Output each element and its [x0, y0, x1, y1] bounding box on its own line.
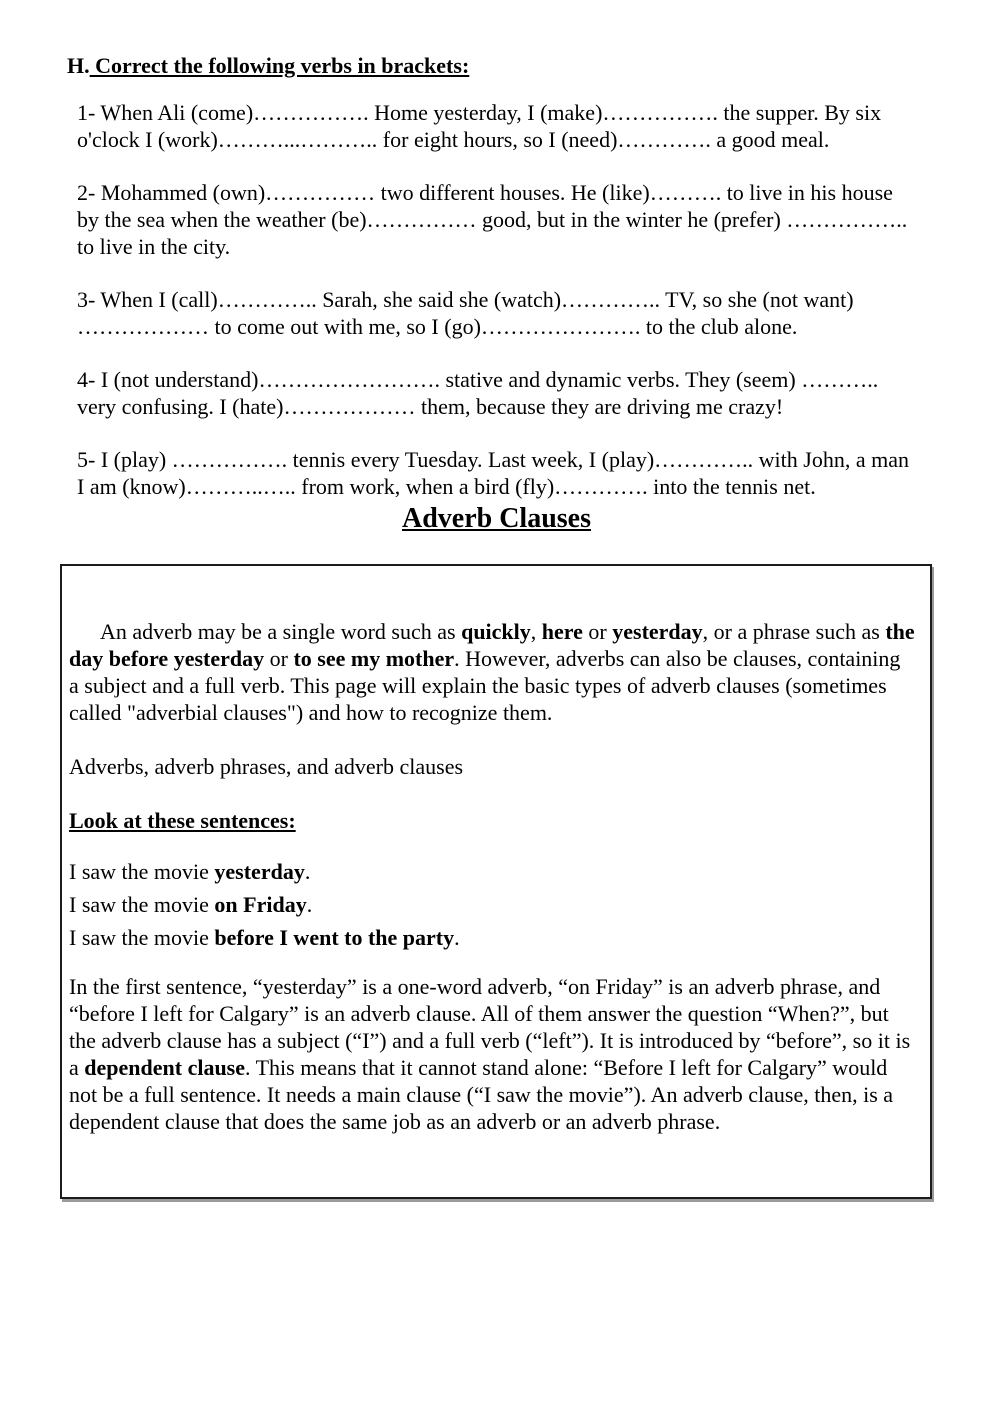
- exercise-item-5: 5- I (play) ……………. tennis every Tuesday. Last week, I (play)………….. with John, a man I am (know)………..….. from work, when a bird (fly)…………. into the tennis net.: [77, 447, 909, 499]
- text-segment: .: [306, 892, 313, 917]
- box-subtitle: Adverbs, adverb phrases, and adverb clauses: [69, 754, 464, 779]
- exercise-heading-underlined-text: Correct the following verbs in brackets:: [89, 53, 470, 78]
- emphasized-text: quickly: [461, 619, 531, 644]
- text-segment: or: [264, 646, 294, 671]
- box-intro-paragraph: [69, 618, 915, 726]
- emphasized-text: to see my mother: [293, 646, 455, 671]
- emphasized-text: the day before yesterday: [69, 619, 915, 671]
- exercise-item-1: 1- When Ali (come)……………. Home yesterday, I (make)……………. the supper. By six o'clock I (work)………...……….. for eight hours, so I (need)…………. a good meal.: [77, 100, 882, 152]
- example-sentence-3: [69, 924, 915, 951]
- text-segment: I saw the movie: [69, 925, 215, 950]
- text-segment: , or a phrase such as: [702, 619, 886, 644]
- text-segment: An adverb may be a single word such as: [100, 619, 462, 644]
- emphasized-text: here: [541, 619, 583, 644]
- box-look-heading: Look at these sentences:: [69, 808, 296, 833]
- emphasized-text: before I went to the party: [214, 925, 455, 950]
- emphasized-text: yesterday: [214, 859, 305, 884]
- exercise-item-2: 2- Mohammed (own)…………… two different houses. He (like)………. to live in his house by the sea when the weather (be)…………… good, but in the winter he (prefer) …………….. to live in the city.: [77, 180, 908, 259]
- text-segment: .: [304, 859, 311, 884]
- emphasized-text: yesterday: [612, 619, 703, 644]
- exercise-item-4: 4- I (not understand)……………………. stative and dynamic verbs. They (seem) ……….. very confusing. I (hate)……………… them, because they are driving me crazy!: [77, 367, 879, 419]
- text-segment: .: [454, 925, 460, 950]
- text-segment: . This means that it cannot stand alone: “Before I left for Calgary” would not be a full sentence. It needs a main clause (“I saw the movie”). An adverb clause, then, is a dependent clause that does the same job as an adverb or an adverb phrase.: [69, 1055, 894, 1134]
- exercise-heading: [67, 52, 935, 79]
- exercise-section: [67, 52, 935, 500]
- emphasized-text: dependent clause: [84, 1055, 246, 1080]
- adverb-clauses-box: [60, 564, 932, 1199]
- text-segment: ,: [530, 619, 542, 644]
- text-segment: In the first sentence, “yesterday” is a one-word adverb, “on Friday” is an adverb phrase, and “before I left for Calgary” is an adverb clause. All of them answer the question “When?”, but the adverb clause has a subject (“I”) and a full verb (“left”). It is introduced by “before”, so it is a: [69, 974, 911, 1080]
- box-explanation-paragraph: [69, 973, 915, 1135]
- exercise-heading-prefix: H.: [67, 53, 90, 78]
- text-segment: I saw the movie: [69, 859, 215, 884]
- emphasized-text: on Friday: [214, 892, 307, 917]
- text-segment: or: [582, 619, 613, 644]
- exercise-item-3: 3- When I (call)………….. Sarah, she said she (watch)………….. TV, so she (not want) ……………… to come out with me, so I (go)…………………. to the club alone.: [77, 287, 854, 339]
- example-sentence-1: [69, 858, 915, 885]
- text-segment: . However, adverbs can also be clauses, containing a subject and a full verb. This page will explain the basic types of adverb clauses (sometimes called "adverbial clauses") and how to recognize them.: [69, 646, 901, 725]
- example-sentence-2: [69, 891, 915, 918]
- text-segment: I saw the movie: [69, 892, 215, 917]
- section-title-adverb-clauses: Adverb Clauses: [401, 503, 591, 534]
